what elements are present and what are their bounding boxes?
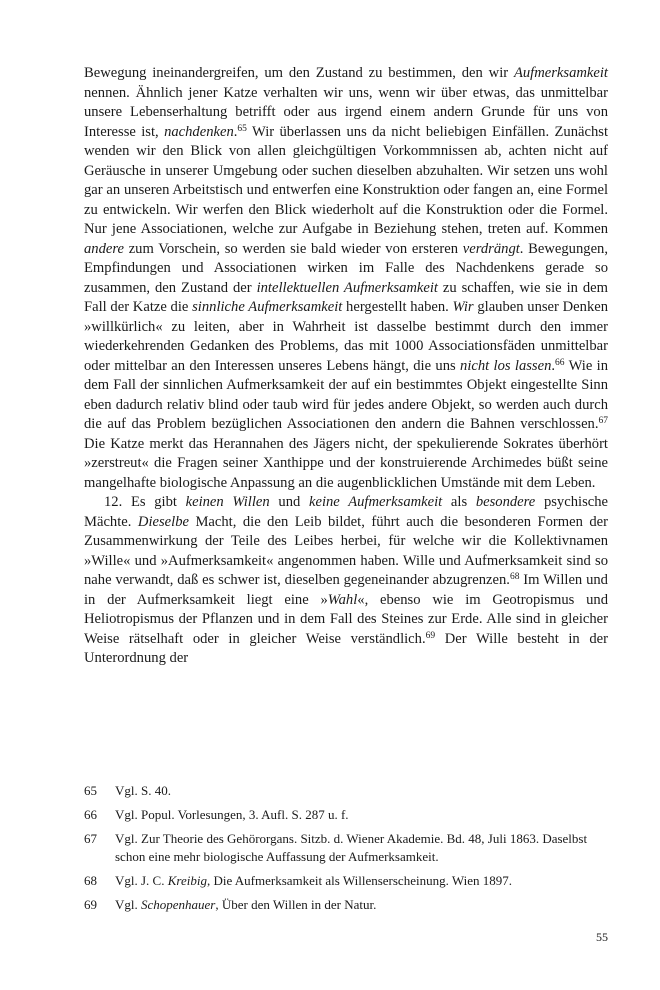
italic-span: keine Aufmerksamkeit <box>308 494 443 510</box>
italic-span: Wahl <box>327 591 358 608</box>
footnote-65 <box>84 782 608 800</box>
italic-span: nicht los lassen <box>460 357 552 374</box>
footnotes <box>84 782 608 920</box>
footnote-68 <box>84 872 608 890</box>
text-span: . <box>233 123 238 140</box>
italic-span: nachdenken <box>164 123 234 140</box>
italic-span: Aufmerksamkeit <box>513 65 608 81</box>
footnote-text: Vgl. Popul. Vorlesungen, 3. Aufl. S. 287 u. f. <box>115 807 349 822</box>
text-span: , Über den Willen in der Natur. <box>215 897 377 912</box>
text-span: . <box>551 357 556 374</box>
italic-span: intellektuellen Aufmerksamkeit <box>256 279 438 296</box>
paragraph-2 <box>84 493 608 669</box>
text-span: zum Vorschein, so werden sie bald wieder von ersteren <box>123 240 463 257</box>
footnote-69 <box>84 896 608 914</box>
text-span: Macht, die den Leib bildet, führt auch die besonderen Formen der Zusammenwirkung der Teile des Leibes herbei, für welche wir die Kollektivnamen »Wille« und »Aufmerksamkeit« angenommen haben. Wille und Aufmerksamkeit sind so nahe verwandt, daß es schwer ist, dieselben gegeneinander abzugrenzen. <box>84 513 609 588</box>
text-span: hergestellt haben. <box>342 299 453 315</box>
text-span: zu schaffen, wie sie in dem Fall der Katze die <box>84 279 608 315</box>
text-span: . Bewegungen, Empfindungen und Associationen wirken im Falle des Nachdenkens gerade so zusammen, den Zustand der <box>84 240 608 296</box>
text-span: 12. Es gibt <box>104 494 186 510</box>
text-span: nennen. Ähnlich jener Katze verhalten wir uns, wenn wir über etwas, das unmittelbar unsere Lebenserhaltung betrifft oder aus irgend einem andern Grunde für uns von Interesse ist, <box>84 84 608 140</box>
text-span: Der Wille besteht in der Unterordnung der <box>84 630 608 666</box>
page-number: 55 <box>596 930 608 944</box>
text-span: Wie in dem Fall der sinnlichen Aufmerksamkeit der auf ein bestimmtes Objekt eingestellte Sinn eben dadurch relativ blind oder taub wird für jedes andere Objekt, so werden auch durch die auf das Problem bezüglichen Associationen den andern die Bahnen verschlossen. <box>84 357 609 432</box>
italic-span: Kreibig <box>167 873 207 888</box>
text-span: , Die Aufmerksamkeit als Willenserscheinung. Wien 1897. <box>206 873 512 888</box>
footnote-ref-69: 69 <box>425 630 436 641</box>
paragraph-1 <box>84 64 608 493</box>
footnote-number: 67 <box>84 831 97 846</box>
footnote-number: 68 <box>84 873 97 888</box>
footnote-66 <box>84 806 608 824</box>
text-span: «, ebenso wie im Geotropismus und Heliotropismus der Pflanzen und in dem Fall des Steines zur Erde. Alle sind in gleicher Weise rätselhaft oder in gleicher Weise verständlich. <box>84 591 608 647</box>
footnote-ref-65: 65 <box>237 123 247 134</box>
footnote-number: 69 <box>84 897 97 912</box>
footnote-text <box>115 896 608 914</box>
text-span: und <box>269 494 309 510</box>
page-body <box>84 64 608 669</box>
italic-span: verdrängt <box>462 240 520 257</box>
text-span: Vgl. <box>115 897 141 912</box>
body-text <box>84 64 608 669</box>
text-span: Wir überlassen uns da nicht beliebigen Einfällen. Zunächst wenden wir den Blick von allen gleichgültigen Vorkommnissen ab, achten nicht auf Geräusche in unserer Umgebung oder suchen dieselben abzuhalten. Wir setzen uns wohl gar an unseren Arbeitstisch und entwerfen eine Konstruktion oder fangen an, eine Formel zu entwickeln. Wir werfen den Blick wiederholt auf die Konstruktion oder die Formel. Nur jene Associationen, welche zur Aufgabe in Beziehung stehen, treten auf. Kommen <box>84 123 608 237</box>
text-span: glauben unser Denken »willkürlich« zu leiten, aber in Wahrheit ist dasselbe bestimmt durch den immer wiederkehrenden Gedanken des Problems, das mit 1000 Associationsfäden unmittelbar oder mittelbar an den Interessen unseres Lebens hängt, die uns <box>84 299 609 374</box>
footnote-ref-66: 66 <box>555 357 565 368</box>
italic-span: Schopenhauer <box>141 897 216 912</box>
footnote-ref-67: 67 <box>598 416 608 426</box>
italic-span: keinen Willen <box>185 494 270 510</box>
italic-span: besondere <box>475 494 536 510</box>
text-span: Die Katze merkt das Herannahen des Jägers nicht, der spekulierende Sokrates überhört »zerstreut« die Fragen seiner Xanthippe und der konstruierende Archimedes büßt seine mangelhafte biologische Anpassung an die augenblicklichen Umstände mit dem Leben. <box>84 435 608 491</box>
italic-span: sinnliche Aufmerksamkeit <box>192 299 343 315</box>
italic-span: andere <box>84 240 124 257</box>
italic-span: Dieselbe <box>137 513 189 530</box>
footnote-number: 65 <box>84 783 97 798</box>
footnote-number: 66 <box>84 807 97 822</box>
footnote-67 <box>84 830 608 866</box>
footnote-text <box>115 872 608 890</box>
italic-span: Wir <box>452 299 474 315</box>
text-span: psychische Mächte. <box>84 494 608 530</box>
footnote-text: Vgl. S. 40. <box>115 783 171 798</box>
text-span: Bewegung ineinandergreifen, um den Zustand zu bestimmen, den wir <box>84 65 514 81</box>
footnote-ref-68: 68 <box>509 572 520 582</box>
footnote-text: Vgl. Zur Theorie des Gehörorgans. Sitzb. d. Wiener Akademie. Bd. 48, Juli 1863. Daselbst schon eine mehr biologische Auffassung der Aufmerksamkeit. <box>115 831 588 864</box>
text-span: Im Willen und in der Aufmerksamkeit liegt eine » <box>84 572 608 608</box>
text-span: als <box>442 494 476 510</box>
text-span: Vgl. J. C. <box>115 873 168 888</box>
